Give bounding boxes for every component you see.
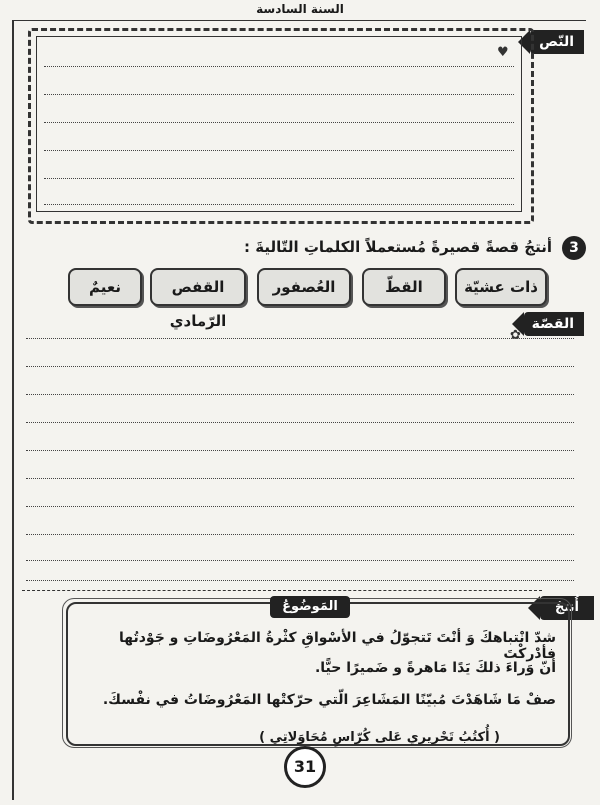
- writing-line[interactable]: [26, 478, 574, 479]
- writing-line[interactable]: [44, 204, 514, 205]
- tab-text: النّص: [530, 30, 584, 54]
- word-box-5: نعيمٌ: [68, 268, 142, 306]
- writing-line[interactable]: [44, 178, 514, 179]
- writing-line[interactable]: [26, 580, 574, 581]
- tab-story: القصّة: [524, 312, 584, 336]
- topic-line-1: شدّ انْتباهكَ وَ أنْتَ تَتجوّلُ في الأسْواقِ كثْرةُ المَعْرُوضَاتِ و جَوْدتُها فأدْركْتَ: [118, 630, 556, 662]
- heart-icon: ♥: [497, 45, 509, 60]
- header-rule: [14, 20, 586, 21]
- page-header-title: السنة السادسة: [256, 2, 344, 16]
- tab-produce: أُنتجُ: [540, 596, 594, 620]
- writing-line[interactable]: [26, 506, 574, 507]
- writing-line[interactable]: [44, 94, 514, 95]
- flower-icon: ✿: [510, 328, 521, 343]
- word-box-2: القطّ: [362, 268, 446, 306]
- writing-line[interactable]: [26, 366, 574, 367]
- writing-line[interactable]: [26, 422, 574, 423]
- writing-line[interactable]: [26, 394, 574, 395]
- page-number: 31: [284, 746, 326, 788]
- writing-line[interactable]: [44, 150, 514, 151]
- question-text: أنتجُ قصةً قصيرةً مُستعملاً الكلماتِ التّاليةَ :: [244, 238, 552, 256]
- word-box-4: القفص الرّمادي: [150, 268, 246, 306]
- topic-label: المَوضُوعُ: [270, 596, 350, 618]
- writing-line[interactable]: [44, 122, 514, 123]
- topic-line-2: أنّ وَراءَ ذلكَ يَدًا مَاهرةً و ضَميرًا حيًّا.: [314, 660, 556, 676]
- topic-footer: ( أُكتُبُ تَحْريري عَلى كُرّاسِ مُحَاوَلاتِي ): [259, 730, 500, 745]
- writing-line[interactable]: [44, 66, 514, 67]
- text-frame-inner: [36, 36, 522, 212]
- section-divider: [22, 590, 542, 591]
- page-left-edge: [12, 20, 14, 800]
- writing-line[interactable]: [26, 450, 574, 451]
- writing-line[interactable]: [26, 338, 574, 339]
- topic-line-3: صفْ مَا شَاهَدْتَ مُبيّنًا المَشَاعِرَ الّتي حرّكتْها المَعْرُوضَاتُ في نفْسكَ.: [102, 692, 556, 708]
- question-number-badge: 3: [562, 236, 586, 260]
- writing-line[interactable]: [26, 560, 574, 561]
- writing-line[interactable]: [26, 534, 574, 535]
- word-box-1: ذات عشيّة: [455, 268, 547, 306]
- word-box-3: العُصفور: [257, 268, 351, 306]
